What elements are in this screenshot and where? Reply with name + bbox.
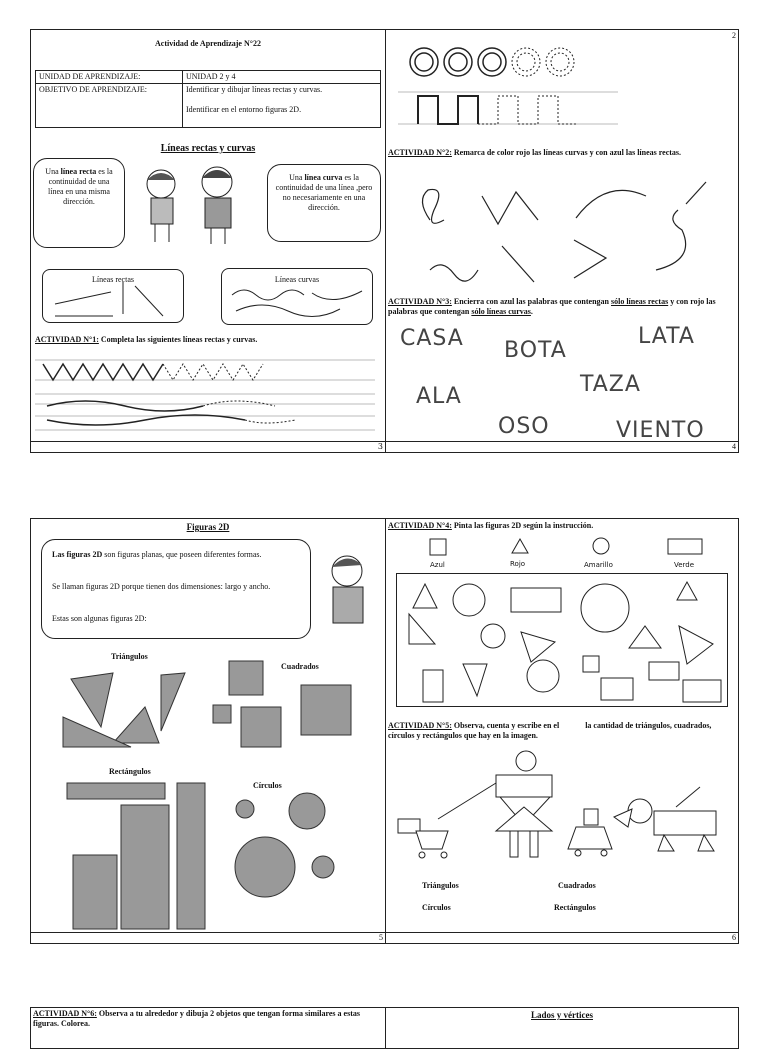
page-5-footer (31, 932, 385, 942)
rectangles-examples (65, 781, 215, 931)
activity-1-instruction (35, 335, 381, 345)
color-legend-shapes (386, 535, 738, 559)
act1-text: Completa las siguientes líneas rectas y curvas. (100, 335, 258, 344)
bubble-straight-line (33, 158, 125, 248)
activity-6-instruction (33, 1009, 383, 1029)
objective-table (35, 70, 381, 128)
act2-text: Remarca de color rojo las líneas curvas y con azul las líneas rectas. (453, 148, 682, 157)
bubble-curve-bold: línea curva (304, 173, 343, 182)
page-number-3: 3 (377, 442, 383, 451)
act3-label: ACTIVIDAD N°3: (388, 297, 452, 306)
activity-1-tracing-lines (35, 350, 375, 442)
page-6-footer (386, 932, 738, 942)
page-6 (386, 519, 738, 943)
shapes-to-paint (397, 574, 727, 706)
activity-2-instruction (388, 148, 734, 158)
act3-text-3: . (530, 307, 533, 316)
unit-value: UNIDAD 2 y 4 (183, 71, 381, 84)
label-circles: Círculos (253, 781, 282, 790)
count-triangles: Triángulos (422, 881, 459, 890)
triangles-examples (61, 665, 211, 749)
bubble-straight-bold: línea recta (60, 167, 97, 176)
word-taza: TAZA (580, 372, 641, 397)
act4-text: Pinta las figuras 2D según la instrucción. (453, 521, 594, 530)
sides-vertices-title: Lados y vértices (531, 1010, 593, 1020)
act3-underline-1: sólo líneas rectas (611, 297, 669, 306)
act1-label: ACTIVIDAD N°1: (35, 335, 99, 344)
word-casa: CASA (400, 326, 464, 351)
tracing-circles (406, 42, 586, 82)
act5-text-2: la cantidad de triángulos, cuadrados, círculos y rectángulos que hay en la imagen. (388, 721, 712, 740)
boy-illustration (321, 551, 377, 627)
bubble-fig-bold: Las figuras 2D (52, 550, 103, 559)
bubble-curved-line (267, 164, 381, 242)
page-number-6: 6 (732, 933, 736, 942)
page-4 (386, 30, 738, 452)
word-lata: LATA (638, 324, 695, 349)
section-title: Líneas rectas y curvas (160, 143, 256, 154)
page-4-footer (386, 441, 738, 451)
tracing-square-wave (398, 86, 618, 132)
page-5 (31, 519, 385, 943)
act6-label: ACTIVIDAD N°6: (33, 1009, 97, 1018)
act5-label: ACTIVIDAD N°5: (388, 721, 452, 730)
straight-lines-example (43, 270, 183, 322)
count-rectangles: Rectángulos (554, 903, 596, 912)
activity-5-instruction (388, 721, 736, 741)
legend-yellow: Amarillo (584, 561, 613, 569)
worksheet-sheet-1 (30, 29, 739, 453)
box-curved-lines (221, 268, 373, 325)
worksheet-sheet-2 (30, 518, 739, 944)
activity-title: Actividad de Aprendizaje N°22 (155, 39, 261, 48)
activity-2-lines (406, 170, 726, 290)
legend-blue: Azul (430, 561, 445, 569)
box-straight-lines (42, 269, 184, 323)
shapes-composition-picture (386, 747, 738, 867)
page-number-4: 4 (732, 442, 736, 451)
act3-underline-2: sólo líneas curvas (471, 307, 531, 316)
bubble-fig-1: son figuras planas, que poseen diferentes formas. (104, 550, 262, 559)
squares-examples (211, 659, 371, 759)
bubble-curve-pre: Una (289, 173, 303, 182)
page-8 (386, 1008, 738, 1048)
label-triangles: Triángulos (111, 652, 148, 661)
word-viento: VIENTO (616, 418, 705, 443)
bubble-fig-2: Se llaman figuras 2D porque tienen dos dimensiones: largo y ancho. (52, 582, 271, 591)
bubble-fig-3: Estas son algunas figuras 2D: (52, 614, 147, 623)
page-3 (31, 30, 385, 452)
figures-2d-title: Figuras 2D (186, 522, 230, 532)
word-bota: BOTA (504, 338, 567, 363)
legend-red: Rojo (510, 560, 526, 568)
page-7 (31, 1008, 385, 1048)
shapes-to-paint-area (396, 573, 728, 707)
page-number-2: 2 (732, 31, 736, 40)
word-ala: ALA (416, 384, 462, 409)
bubble-figures-2d (41, 539, 311, 639)
act3-text-1: Encierra con azul las palabras que contengan (453, 297, 609, 306)
box-curves-title: Líneas curvas (274, 275, 320, 284)
activity-3-instruction (388, 297, 736, 317)
act6-cont: similares a estas figuras. Colorea. (33, 1009, 360, 1028)
objective-2: Identificar en el entorno figuras 2D. (186, 105, 302, 114)
children-illustration (131, 162, 271, 244)
count-squares: Cuadrados (558, 881, 596, 890)
word-oso: OSO (498, 414, 550, 439)
page-number-5: 5 (379, 933, 383, 942)
unit-label: UNIDAD DE APRENDIZAJE: (36, 71, 183, 84)
act2-label: ACTIVIDAD N°2: (388, 148, 452, 157)
act6-text: Observa a tu alrededor y dibuja 2 objetos que tengan forma (98, 1009, 304, 1018)
act5-text-1: Observa, cuenta y escribe en el (453, 721, 560, 730)
objective-1: Identificar y dibujar líneas rectas y curvas. (186, 85, 323, 94)
curved-lines-example (222, 269, 372, 324)
legend-green: Verde (674, 561, 695, 569)
act4-label: ACTIVIDAD N°4: (388, 521, 452, 530)
box-straight-title: Líneas rectas (92, 275, 134, 284)
objective-label: OBJETIVO DE APRENDIZAJE: (36, 84, 183, 128)
bubble-curve-rest: es la continuidad de una línea ,pero no necesariamente en una dirección. (275, 173, 373, 212)
label-squares: Cuadrados (281, 662, 319, 671)
activity-4-instruction (388, 521, 736, 531)
bubble-straight-rest: es la continuidad de una línea en una misma dirección. (48, 167, 113, 206)
circles-examples (231, 791, 361, 911)
page-3-footer (31, 441, 385, 451)
bubble-straight-pre: Una (45, 167, 59, 176)
label-rectangles: Rectángulos (109, 767, 151, 776)
worksheet-sheet-3 (30, 1007, 739, 1049)
count-circles: Círculos (422, 903, 451, 912)
act3-text-2: y con rojo las palabras que contengan (388, 297, 716, 316)
